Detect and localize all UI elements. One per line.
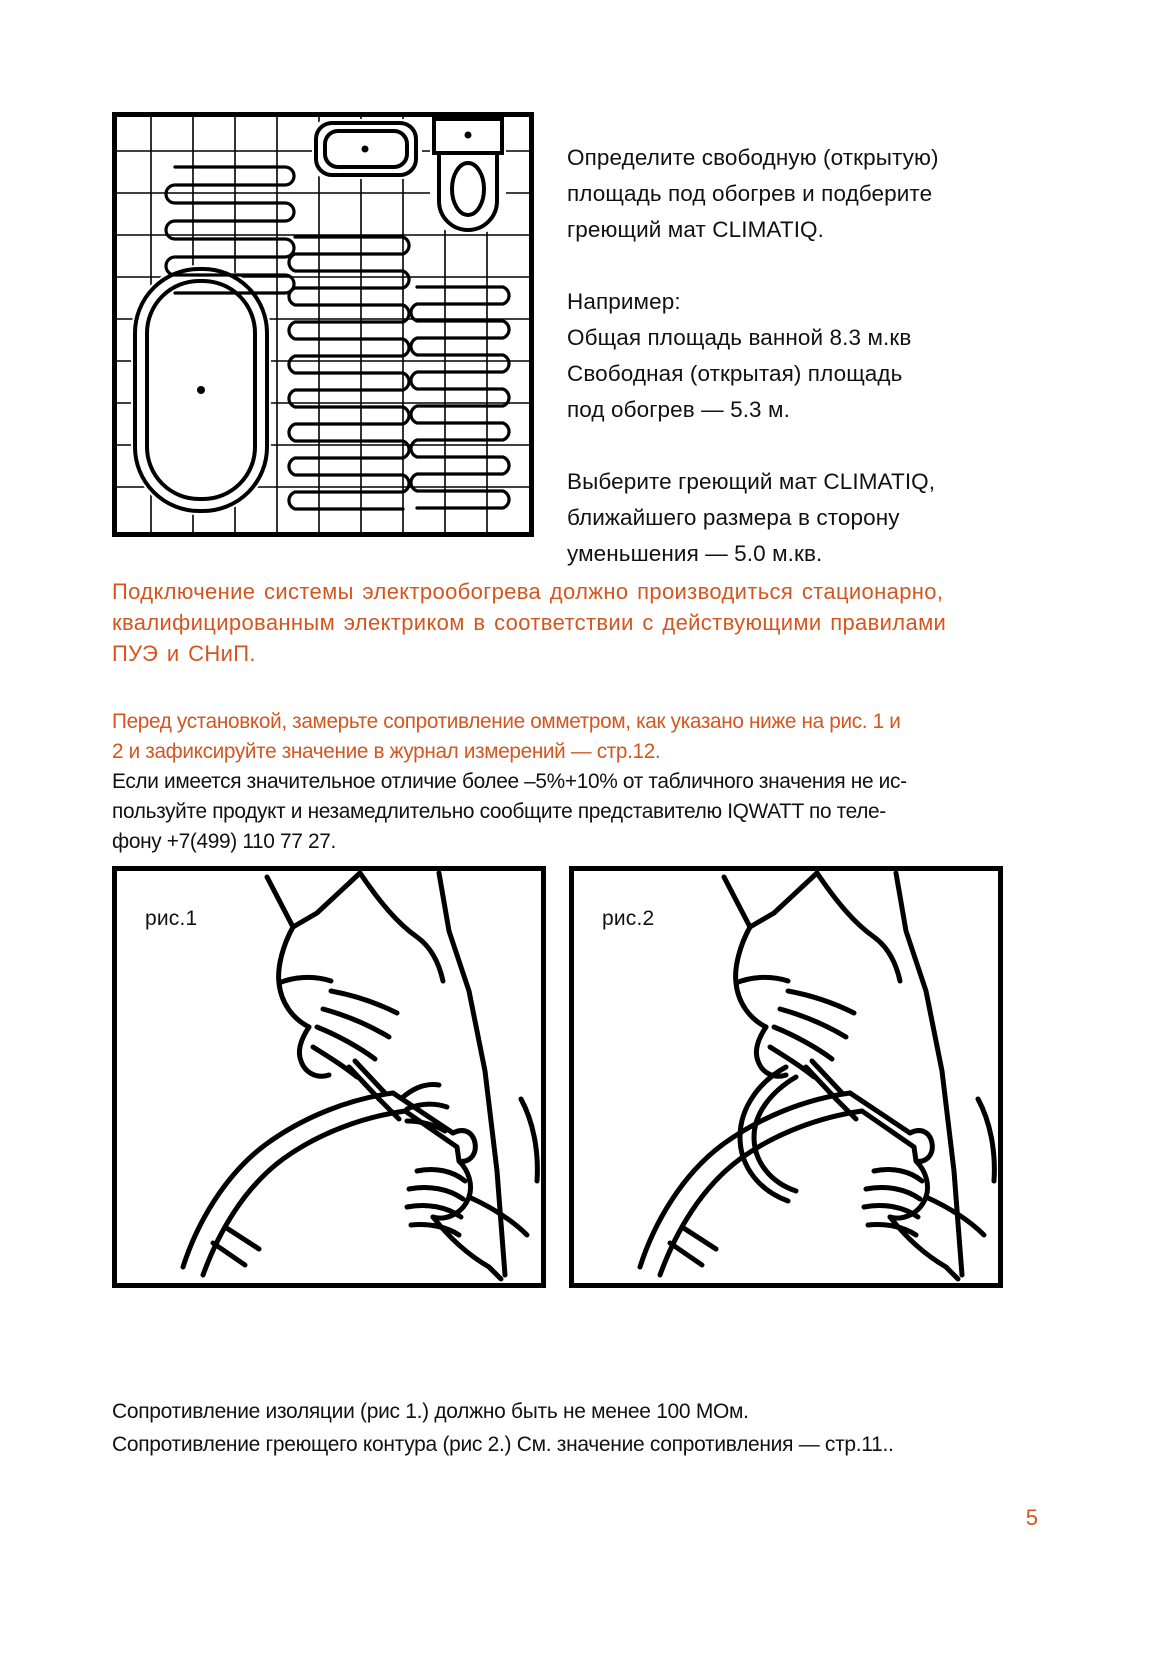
body-line1: Если имеется значительное отличие более –5%+10% от табличного значения не ис- (112, 769, 907, 793)
body-text-block (112, 766, 997, 856)
spacer (567, 428, 1037, 464)
body-line3: фону +7(499) 110 77 27. (112, 829, 336, 853)
warning1-line2: квалифицированным электриком в соответствии с действующими правилами (112, 610, 947, 635)
intro-p1-line2: площадь под обогрев и подберите (567, 181, 933, 206)
spacer (567, 248, 1037, 284)
hand-probe-illustration-2 (574, 871, 998, 1283)
warning1-line3: ПУЭ и СНиП. (112, 641, 256, 666)
bathroom-floor-plan-figure (112, 112, 534, 537)
page-number: 5 (1025, 1505, 1038, 1530)
warning-block-installation (112, 576, 1017, 669)
intro-p3-line1: Выберите греющий мат CLIMATIQ, (567, 469, 936, 494)
top-section (112, 112, 1042, 566)
intro-p1-line1: Определите свободную (открытую) (567, 145, 939, 170)
intro-text-block (567, 140, 1037, 572)
figure-2-circuit-measurement (569, 866, 1003, 1288)
intro-p3-line3: уменьшения — 5.0 м.кв. (567, 541, 823, 566)
warning-block-measurement (112, 706, 985, 766)
figures-row (112, 866, 1003, 1288)
intro-p2-line2: Общая площадь ванной 8.3 м.кв (567, 325, 912, 350)
body-line2: пользуйте продукт и незамедлительно сообщите представителю IQWATT по теле- (112, 799, 886, 823)
hand-probe-illustration-1 (117, 871, 541, 1283)
warning2-line1: Перед установкой, замерьте сопротивление омметром, как указано ниже на рис. 1 и (112, 709, 901, 733)
warning2-line2: 2 и зафиксируйте значение в журнал измерений — стр.12. (112, 739, 661, 763)
footer-line2: Сопротивление греющего контура (рис 2.) См. значение сопротивления — стр.11.. (112, 1432, 894, 1456)
footer-line1: Сопротивление изоляции (рис 1.) должно быть не менее 100 МОм. (112, 1399, 749, 1423)
intro-p2-line3: Свободная (открытая) площадь (567, 361, 903, 386)
intro-p1-line3: греющий мат CLIMATIQ. (567, 217, 824, 242)
intro-p2-line4: под обогрев — 5.3 м. (567, 397, 790, 422)
figure-1-caption: рис.1 (145, 907, 198, 930)
intro-p2-line1: Например: (567, 289, 681, 314)
intro-p3-line2: ближайшего размера в сторону (567, 505, 900, 530)
warning1-line1: Подключение системы электрообогрева должно производиться стационарно, (112, 579, 944, 604)
figure-2-caption: рис.2 (602, 907, 655, 930)
figure-1-insulation-measurement (112, 866, 546, 1288)
footer-text-block (112, 1395, 1019, 1461)
